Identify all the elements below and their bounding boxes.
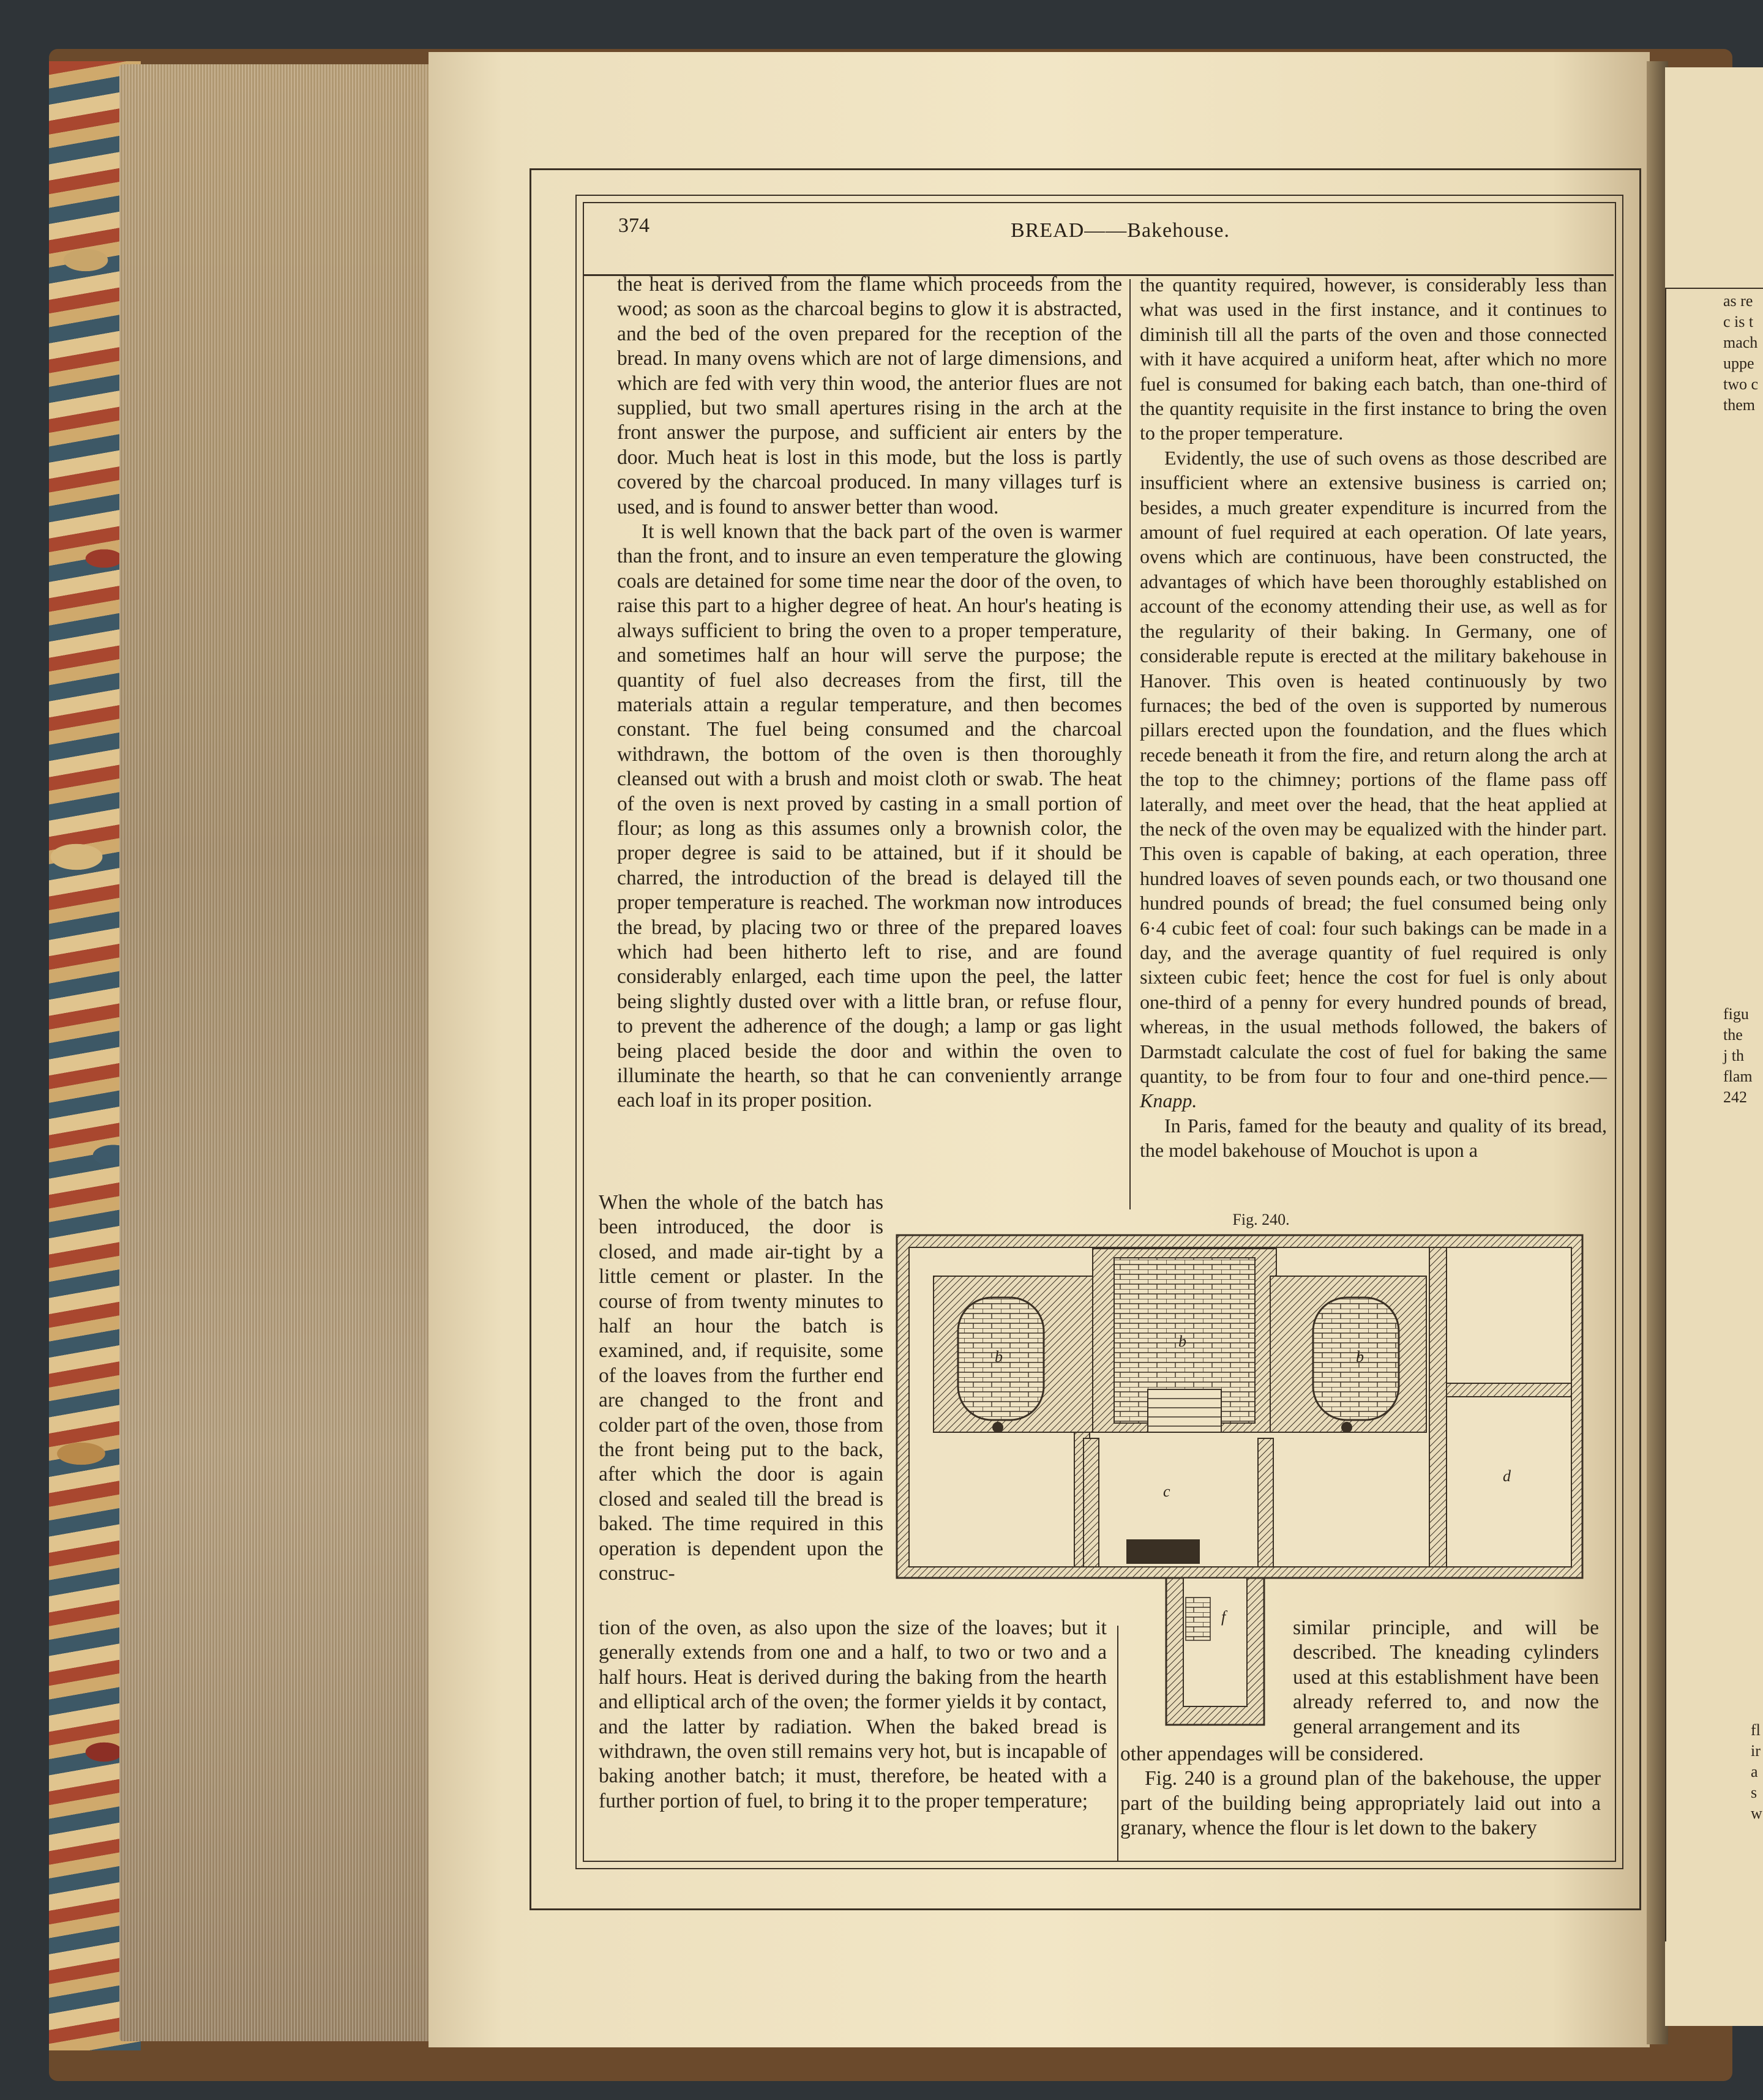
wall-right-partition [1429,1247,1447,1567]
running-head: BREAD——Bakehouse. [1011,219,1230,242]
page-number: 374 [618,214,649,237]
next-page-middle-lines: figu the j th flam 242 [1723,1005,1753,1106]
label-oven-left: b [995,1348,1003,1366]
page-block-edge [119,64,450,2041]
column-divider [1129,279,1131,1209]
label-room-d: d [1503,1467,1511,1485]
paragraph: the quantity required, however, is considerably less than what was used in the first instance, and it continues to diminish till all the parts of the oven and those connected with it have acquired a uniform heat, after which no more fuel is consumed for baking each batch, than one-third of the quantity requisite in the first instance to bring the oven to the proper temperature. [1140,274,1607,444]
wall-d-top [1447,1383,1571,1397]
left-wrap-text [599,1190,883,1586]
paragraph: Fig. 240 is a ground plan of the bakehouse, the upper part of the building being appropriately laid out into a granary, whence the flour is let down to the bakery [1120,1767,1601,1840]
paragraph: other appendages will be considered. [1120,1743,1424,1765]
right-column-text [1140,272,1607,1163]
bakehouse-ground-plan [891,1230,1589,1729]
attribution: —Knapp. [1140,1065,1607,1112]
next-page-top-lines: as re c is t mach uppe two c them [1723,292,1759,414]
figure-caption: Fig. 240. [1232,1211,1290,1228]
paragraph: In Paris, famed for the beauty and quality of its bread, the model bakehouse of Mouchot is upon a [1140,1114,1607,1162]
paragraph: the heat is derived from the flame which proceeds from the wood; as soon as the charcoal begins to glow it is abstracted, and the bed of the oven prepared for the reception of the bread. In many ovens which are not of large dimensions, and which are fed with very thin wood, the anterior flues are not supplied, but two small apertures rising in the arch at the front answer the purpose, and sufficient air enters by the door. Much heat is lost in this mode, but the loss is partly covered by the charcoal produced. In many villages turf is used, and is found to answer better than wood. [617,273,1122,518]
paragraph: similar principle, and will be described. The kneading cylinders used at this establishment have been already referred to, and now the general arrangement and its [1293,1616,1599,1738]
paragraph: When the whole of the batch has been introduced, the door is closed, and made air-tight by a little cement or plaster. In the course of from twenty minutes to half an hour the batch is examined, and, if requisite, some of the loaves from the further end are changed to the front and colder part of the oven, those from the front being put to the back, after which the door is again closed and sealed till the bread is baked. The time required in this operation is dependent upon the construc- [599,1191,883,1585]
label-oven-right: b [1356,1348,1364,1366]
label-room-f: f [1221,1608,1226,1626]
left-column-text [617,272,1122,1113]
room-f-stair [1186,1597,1210,1640]
paragraph: It is well known that the back part of the oven is warmer than the front, and to insure an even temperature the glowing coals are detained for some time near the door of the oven, to raise this part to a higher degree of heat. An hour's heating is always sufficient to bring the oven to a proper temperature, and sometimes half an hour will serve the purpose; the quantity of fuel also decreases from the first, till the materials attain a regular temperature, and then becomes constant. The fuel being consumed and the charcoal withdrawn, the bottom of the oven is then thoroughly cleansed out with a brush and moist cloth or swab. The heat of the oven is next proved by casting in a small portion of flour; as long as this assumes only a brownish color, the proper degree is said to be attained, but if it should be charred, the introduction of the bread is delayed till the proper temperature is reached. The workman now introduces the bread, by placing two or three of the prepared loaves which had been hitherto left to rise, and are found considerably enlarged, each time upon the peel, the latter being slightly dusted over with a little bran, or refuse flour, to prevent the adherence of the dough; a lamp or gas light being placed beside the door and within the oven to illuminate the hearth, so that he can conveniently arrange each loaf in its proper position. [617,520,1122,1112]
room-c-hearth [1126,1539,1200,1564]
wall-center-right [1258,1438,1273,1567]
paragraph: Evidently, the use of such ovens as those described are insufficient where an extensive business is carried on; besides, a much greater expenditure is incurred from the amount of fuel required at each operation. Of late years, ovens which are continuous, have been constructed, the advantages of which have been thoroughly established on account of the economy attending their use, as well as for the regularity of their baking. In Germany, one of considerable repute is erected at the military bakehouse in Hanover. This oven is heated continuously by two furnaces; the bed of the oven is supported by numerous pillars erected upon the foundation, and the flues which recede beneath it from the fire, and return along the arch at the top to the chimney; portions of the flame pass off laterally, and meet over the head, that the heat applied at the neck of the oven may be equalized with the hinder part. This oven is capable of baking, at each operation, three hundred loaves of seven pounds each, or two thousand one hundred pounds of bread; the fuel consumed being only 6·4 cubic feet of coal: four such bakings can be made in a day, and the average quantity of fuel required is only sixteen cubic feet; hence the cost for fuel is only about one-third of a penny for every hundred pounds of bread, whereas, in the usual methods followed, the bakers of Darmstadt calculate the cost of fuel for baking the same quantity, to be from four to four and one-third pence.—Knapp. [1140,446,1607,1112]
oven-left-vent [992,1422,1003,1433]
right-bottom-text [1120,1742,1601,1841]
next-page-frame [1665,288,1763,1941]
next-page-strip [1665,67,1763,2026]
paragraph: tion of the oven, as also upon the size of the loaves; but it generally extends from one and a half, to two or two and a half hours. Heat is derived during the baking from the hearth and elliptical arch of the oven; the former yields it by contact, and the latter by radiation. When the baked bread is withdrawn, the oven still remains very hot, but is incapable of baking another batch; it must, therefore, be heated with a further portion of fuel, to bring it to the proper temperature; [599,1616,1107,1812]
label-room-c: c [1163,1482,1170,1500]
oven-right-vent [1341,1422,1352,1433]
next-page-bottom-lines: fl ir a s w [1751,1721,1762,1822]
label-oven-center: b [1178,1332,1186,1350]
wall-center-left [1084,1438,1099,1567]
